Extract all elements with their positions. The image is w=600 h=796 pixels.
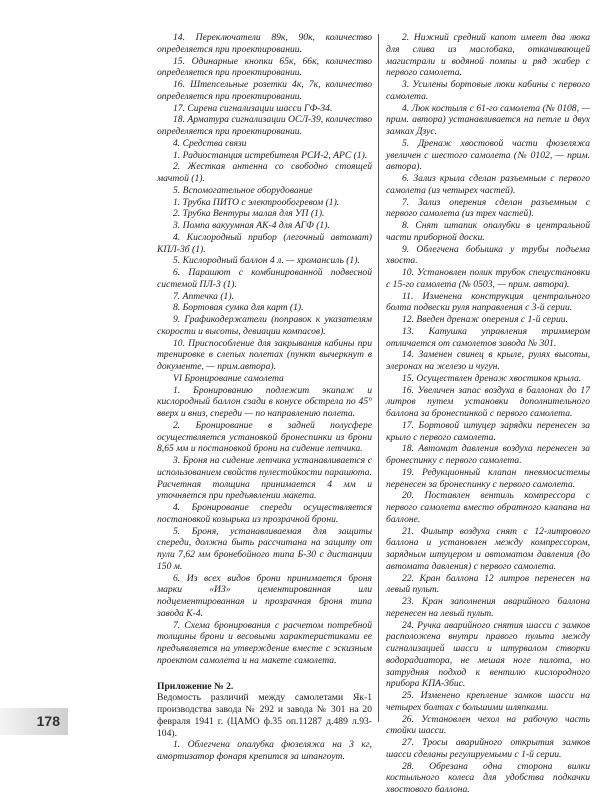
paragraph: 1. Облегчена опалубка фюзеляжа на 3 кг, амортизатор фонаря крепится за шпангоут. [157, 739, 372, 762]
paragraph: 20. Поставлен вентиль компрессора с первого самолета вместо обратного клапана на баллоне. [386, 490, 590, 525]
paragraph: 18. Арматура сигнализации ОСЛ-39, количество определяется при проектировании. [157, 114, 372, 137]
paragraph: 7. Аптечка (1). [173, 290, 234, 302]
paragraph: 8. Бортовая сумка для карт (1). [173, 302, 304, 314]
paragraph: 6. Парашют с комбинированной подвесной системой ПЛ-3 (1). [157, 267, 372, 290]
paragraph: 5. Броня, устанавливаемая для защиты спереди, должна быть рассчитана на защиту от пули 7,62 мм бронебойного типа Б-30 с дистанции 150 м. [157, 525, 372, 572]
paragraph: 3. Помпа вакуумная АК-4 для АГФ (1). [173, 220, 330, 231]
paragraph: 2. Трубка Вентуры малая для УП (1). [173, 208, 325, 220]
paragraph: 17. Сирена сигнализации шасси ГФ-34. [173, 102, 333, 114]
paragraph: 4. Средства связи [173, 137, 247, 149]
paragraph: 4. Люк костыля с 61-го самолета (№ 0108, — прим. автора) устанавливается на петле и двух замках Дзус. [386, 102, 590, 137]
paragraph: 13. Катушка управления триммером отличается от самолетов завода № 301. [386, 325, 590, 349]
paragraph: 1. Радиостанция истребителя РСИ-2, АРС (1). [173, 149, 368, 161]
paragraph: 10. Приспособление для закрывания кабины при тренировке в слепых полетах (пункт вычеркнут в документе, — прим.автора). [157, 337, 372, 372]
paragraph: 1. Бронированию подлежит экипаж и кислородный баллон сзади в конусе обстрела по 45° вверх и вниз, спереди — по направлению полета. [157, 384, 372, 419]
paragraph: 9. Графикодержатели (поправок к указателям скорости и высоты, девиации компасов). [157, 314, 372, 337]
paragraph: 12. Введен дренаж оперения с 1-й серии. [402, 314, 568, 325]
paragraph: 10. Установлен полик трубок спецустановки с 15-го самолета (№ 0503, — прим. автора). [386, 267, 590, 290]
paragraph: 15. Осуществлен дренаж хвостиков крыла. [402, 372, 582, 384]
paragraph: 1. Трубка ПИТО с электрообогревом (1). [173, 196, 340, 208]
appendix-intro: Ведомость различий между самолетами Як-1 производства завода № 292 и завода № 301 на 20 февраля 1941 г. (ЦАМО ф.35 оп.11287 д.489 л.93-104). [157, 692, 372, 739]
paragraph: 5. Дренаж хвостовой части фюзеляжа увеличен с шестого самолета (№ 0102, — прим. автора). [386, 137, 590, 173]
paragraph: 5. Кислородный баллон 4 л. — хромансиль (1). [173, 255, 360, 267]
paragraph: 7. Схема бронирования с расчетом потребной толщины брони и весовыми характеристиками ее предъявляется на утверждение вместе с эскизным проектом самолета и на макете самолета. [157, 619, 372, 666]
paragraph: 6. Из всех видов брони принимается броня марки «ИЗ» цементированная или подцементированная и прозрачная броня типа завода К-4. [157, 572, 372, 619]
paragraph: 3. Усилены бортовые люки кабины с первого самолета. [386, 79, 590, 102]
column-divider [378, 34, 379, 722]
paragraph: 21. Фильтр воздуха снят с 12-литрового баллона и установлен между компрессором, зарядным штуцером и автоматом давления (до автомата давления) с первого самолета. [386, 525, 590, 572]
paragraph: 14. Переключатели 89к, 90к, количество определяется при проектировании. [157, 32, 372, 55]
paragraph: 19. Редукционный клапан пневмосистемы перенесен за бронеспинку с первого самолета. [386, 466, 590, 490]
paragraph: 4. Кислородный прибор (легочный автомат) КПЛ-3б (1). [157, 231, 372, 255]
paragraph: VI Бронирование самолета [173, 372, 284, 384]
paragraph: 15. Одинарные кнопки 65к, 66к, количество определяется при проектировании. [157, 55, 372, 79]
paragraph: 6. Зализ крыла сделан разъемным с первого самолета (из четырех частей). [386, 173, 590, 196]
paragraph: 18. Автомат давления воздуха перенесен за бронеспинку с первого самолета. [386, 443, 590, 466]
paragraph: 28. Обрезана одна сторона вилки костыльного колеса для удобства подкачки хвостового баллона. [386, 760, 590, 795]
paragraph: 7. Зализ оперения сделан разъемным с первого самолета (из трех частей). [386, 196, 590, 220]
appendix-title: Приложение № 2. [157, 680, 234, 692]
paragraph: 16. Штепсельные розетки 4к, 7к, количество определяется при проектировании. [157, 79, 372, 102]
paragraph: 4. Бронирование спереди осуществляется постановкой козырька из прозрачной брони. [157, 502, 372, 525]
paragraph: 2. Жесткая антенна со свободно стоящей мачтой (1). [157, 161, 372, 184]
paragraph: 16. Увеличен запас воздуха в баллонах до 17 литров путем установки дополнительного баллона за бронеспинкой с первого самолета. [386, 384, 590, 419]
paragraph: 14. Заменен свинец в крыле, рулях высоты, элеронах на железо и чугун. [386, 349, 590, 372]
paragraph: 23. Кран заполнения аварийного баллона перенесен на левый пульт. [386, 596, 590, 619]
paragraph: 24. Ручка аварийного снятия шасси с замков расположена внутри правого пульта между сигнализацией шасси и штурвалом створки водорадиатора, не мешая ноге пилота, но затрудняя подход к вентилю кислородного прибора КПА-3бис. [386, 619, 590, 690]
page-number: 178 [0, 708, 68, 735]
paragraph: 5. Вспомогательное оборудование [173, 184, 313, 196]
paragraph: 11. Изменена конструкция центрального болта подвески руля направления с 3-й серии. [386, 290, 590, 314]
paragraph: 8. Снят штапик опалубки в центральной части приборной доски. [386, 220, 590, 243]
paragraph: 3. Броня на сидение летчика устанавливается с использованием свойств пулестойкости парашюта. Расчетная толщина принимается 4 мм и уточняется при предъявлении макета. [157, 455, 372, 502]
paragraph: 22. Кран баллона 12 литров перенесен на левый пульт. [386, 572, 590, 596]
paragraph: 27. Тросы аварийного открытия замков шасси сделаны регулируемыми с 1-й серии. [386, 737, 590, 760]
paragraph: 25. Изменено крепление замков шасси на четырех болтах с большими шляпками. [386, 690, 590, 713]
paragraph: 17. Бортовой штуцер зарядки перенесен за крыло с первого самолета. [386, 419, 590, 443]
paragraph: 26. Установлен чехол на рабочую часть стойки шасси. [386, 713, 590, 737]
left-column [157, 32, 372, 763]
paragraph: 2. Нижний средний капот имеет два люка для слива из маслобака, откачивающей магистрали и водяной помпы и ряд жабер с первого самолета. [386, 32, 590, 79]
paragraph: 9. Облегчена бобышка у трубы подъема хвоста. [386, 243, 590, 267]
right-column [386, 32, 590, 796]
paragraph: 2. Бронирование в задней полусфере осуществляется установкой бронеспинки из брони 8,65 мм и постановкой брони на сидение летчика. [157, 419, 372, 455]
